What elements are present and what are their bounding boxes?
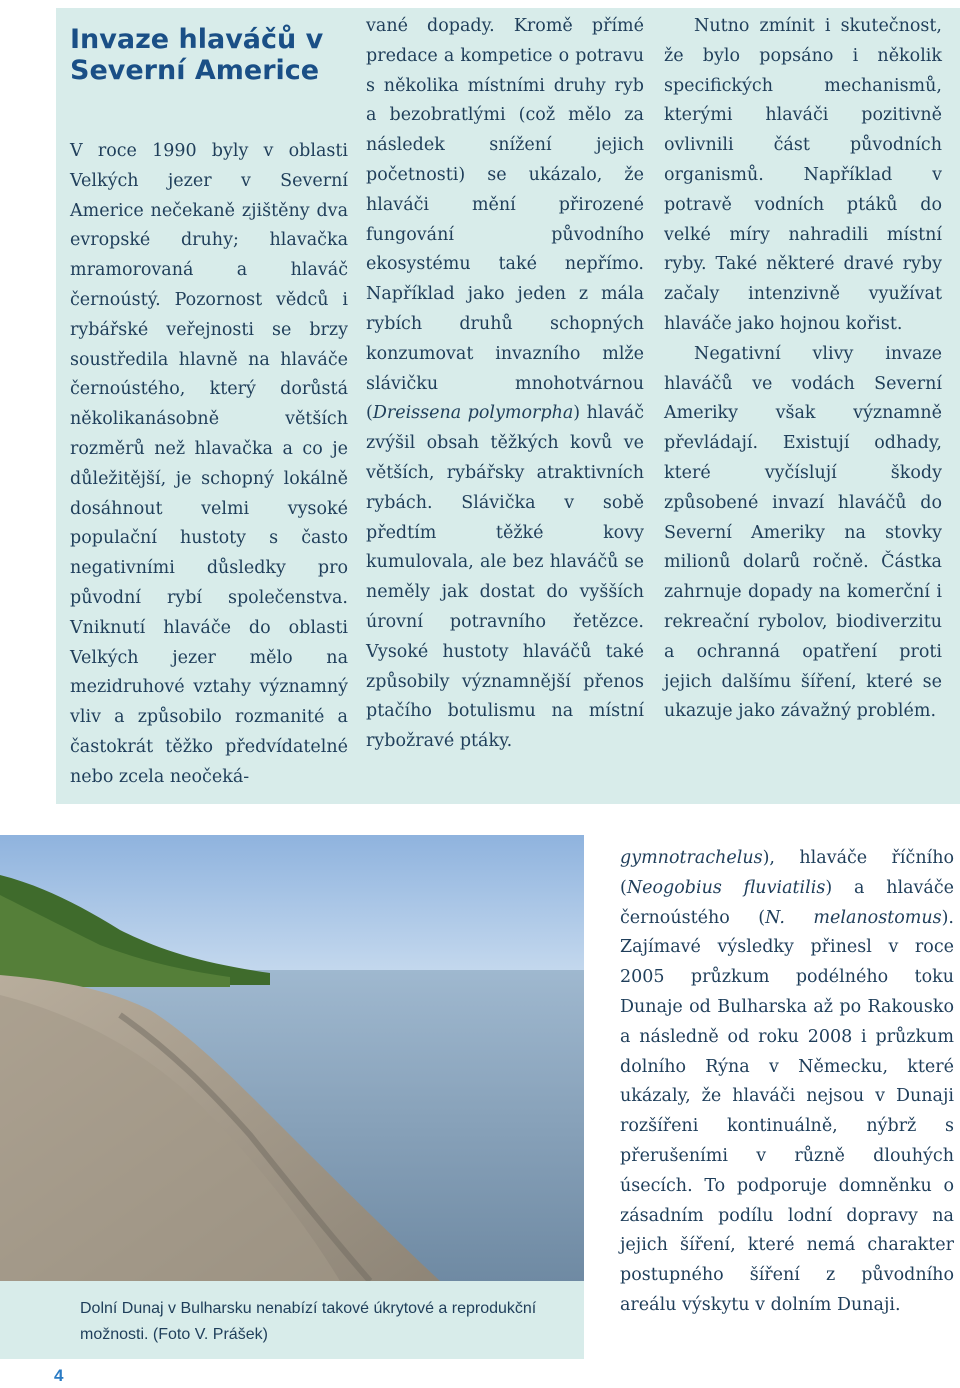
lower-text-2: ) a hlaváče černoústého ( — [620, 877, 954, 928]
article-column-2 — [366, 12, 644, 757]
page-number: 4 — [54, 1366, 64, 1385]
river-landscape-illustration — [0, 835, 584, 1281]
species-name-dreissena: Dreissena polymorpha — [372, 403, 574, 424]
danube-river-photo — [0, 835, 584, 1281]
column-2-text-a: vané dopady. Kromě přímé predace a kompetice o potravu s několika místními druhy ryb a bezobratlými (což mělo za následek snížení jejich početnosti) se ukázalo, že hlaváči mění přirozené fungování původního ekosystému také nepřímo. Například jako jeden z mála rybích druhů schopných konzumovat invazního mlže slávičku mnohotvárnou ( — [366, 16, 644, 424]
article-column-1: V roce 1990 byly v oblasti Velkých jezer v Severní Americe nečekaně zjištěny dva evropské druhy; hlavačka mramorovaná a hlaváč černoústý. Pozornost vědců i rybářské veřejnosti se brzy soustředila hlavně na hlaváče černoústého, který dorůstá několikanásobně větších rozměrů než hlavačka a co je důležitější, je schopný lokálně dosáhnout velmi vysoké populační hustoty s často negativními důsledky pro původní rybí společenstva. Vniknutí hlaváče do oblasti Velkých jezer mělo na mezidruhové vztahy významný vliv a způsobilo rozmanité a častokrát těžko předvídatelné nebo zcela neočeká- — [70, 141, 348, 787]
lower-text-3: ). Zajímavé výsledky přinesl v roce 2005 průzkum podélného toku Dunaje od Bulharska až po Rakousko a následně od roku 2008 i průzkum dolního Rýna v Německu, které ukázaly, že hlaváči nejsou v Dunaji rozšířeni kontinuálně, nýbrž s přerušeními v různě dlouhých úsecích. To podporuje domněnku o zásadním podílu lodní dopravy na jejich šíření, které nemá charakter postupného šíření z původního areálu výskytu v dolním Dunaji. — [620, 907, 954, 1315]
photo-caption: Dolní Dunaj v Bulharsku nenabízí takové úkrytové a reprodukční možnosti. (Foto V. Prášek) — [80, 1300, 537, 1343]
article-column-3 — [664, 12, 942, 727]
column-3-paragraph-2: Negativní vlivy invaze hlaváčů ve vodách Severní Ameriky však významně převládají. Existují odhady, které vyčíslují škody způsobené invazí hlaváčů do Severní Ameriky na stovky milionů dolarů ročně. Částka zahrnuje dopady na komerční i rekreační rybolov, biodiverzitu a ochranná opatření proti jejich dalšímu šíření, které se ukazuje jako závažný problém. — [664, 343, 942, 722]
column-3-paragraph-1: Nutno zmínit i skutečnost, že bylo popsáno i několik specifických mechanismů, kterými hlaváči pozitivně ovlivnili část původních organismů. Například v potravě vodních ptáků do velké míry nahradili místní ryby. Také některé dravé ryby začaly intenzivně využívat hlaváče jako hojnou kořist. — [664, 16, 942, 334]
lower-right-column — [620, 844, 954, 1321]
species-name-gymnotrachelus: gymnotrachelus — [620, 848, 763, 868]
lower-text-1: ), hlaváče říčního ( — [620, 848, 954, 898]
species-name-fluviatilis: Neogobius fluviatilis — [626, 877, 826, 898]
species-name-melanostomus: N. melanostomus — [765, 907, 942, 928]
column-2-text-b: ) hlaváč zvýšil obsah těžkých kovů ve větších, rybářsky atraktivních rybách. Slávička v sobě předtím těžké kovy kumulovala, ale bez hlaváčů se neměly jak dostat do vyšších úrovní potravního řetězce. Vysoké hustoty hlaváčů také způsobily významnější přenos ptačího botulismu na místní rybožravé ptáky. — [366, 403, 645, 752]
article-title: Invaze hlaváčů v Severní Americe — [70, 24, 324, 86]
